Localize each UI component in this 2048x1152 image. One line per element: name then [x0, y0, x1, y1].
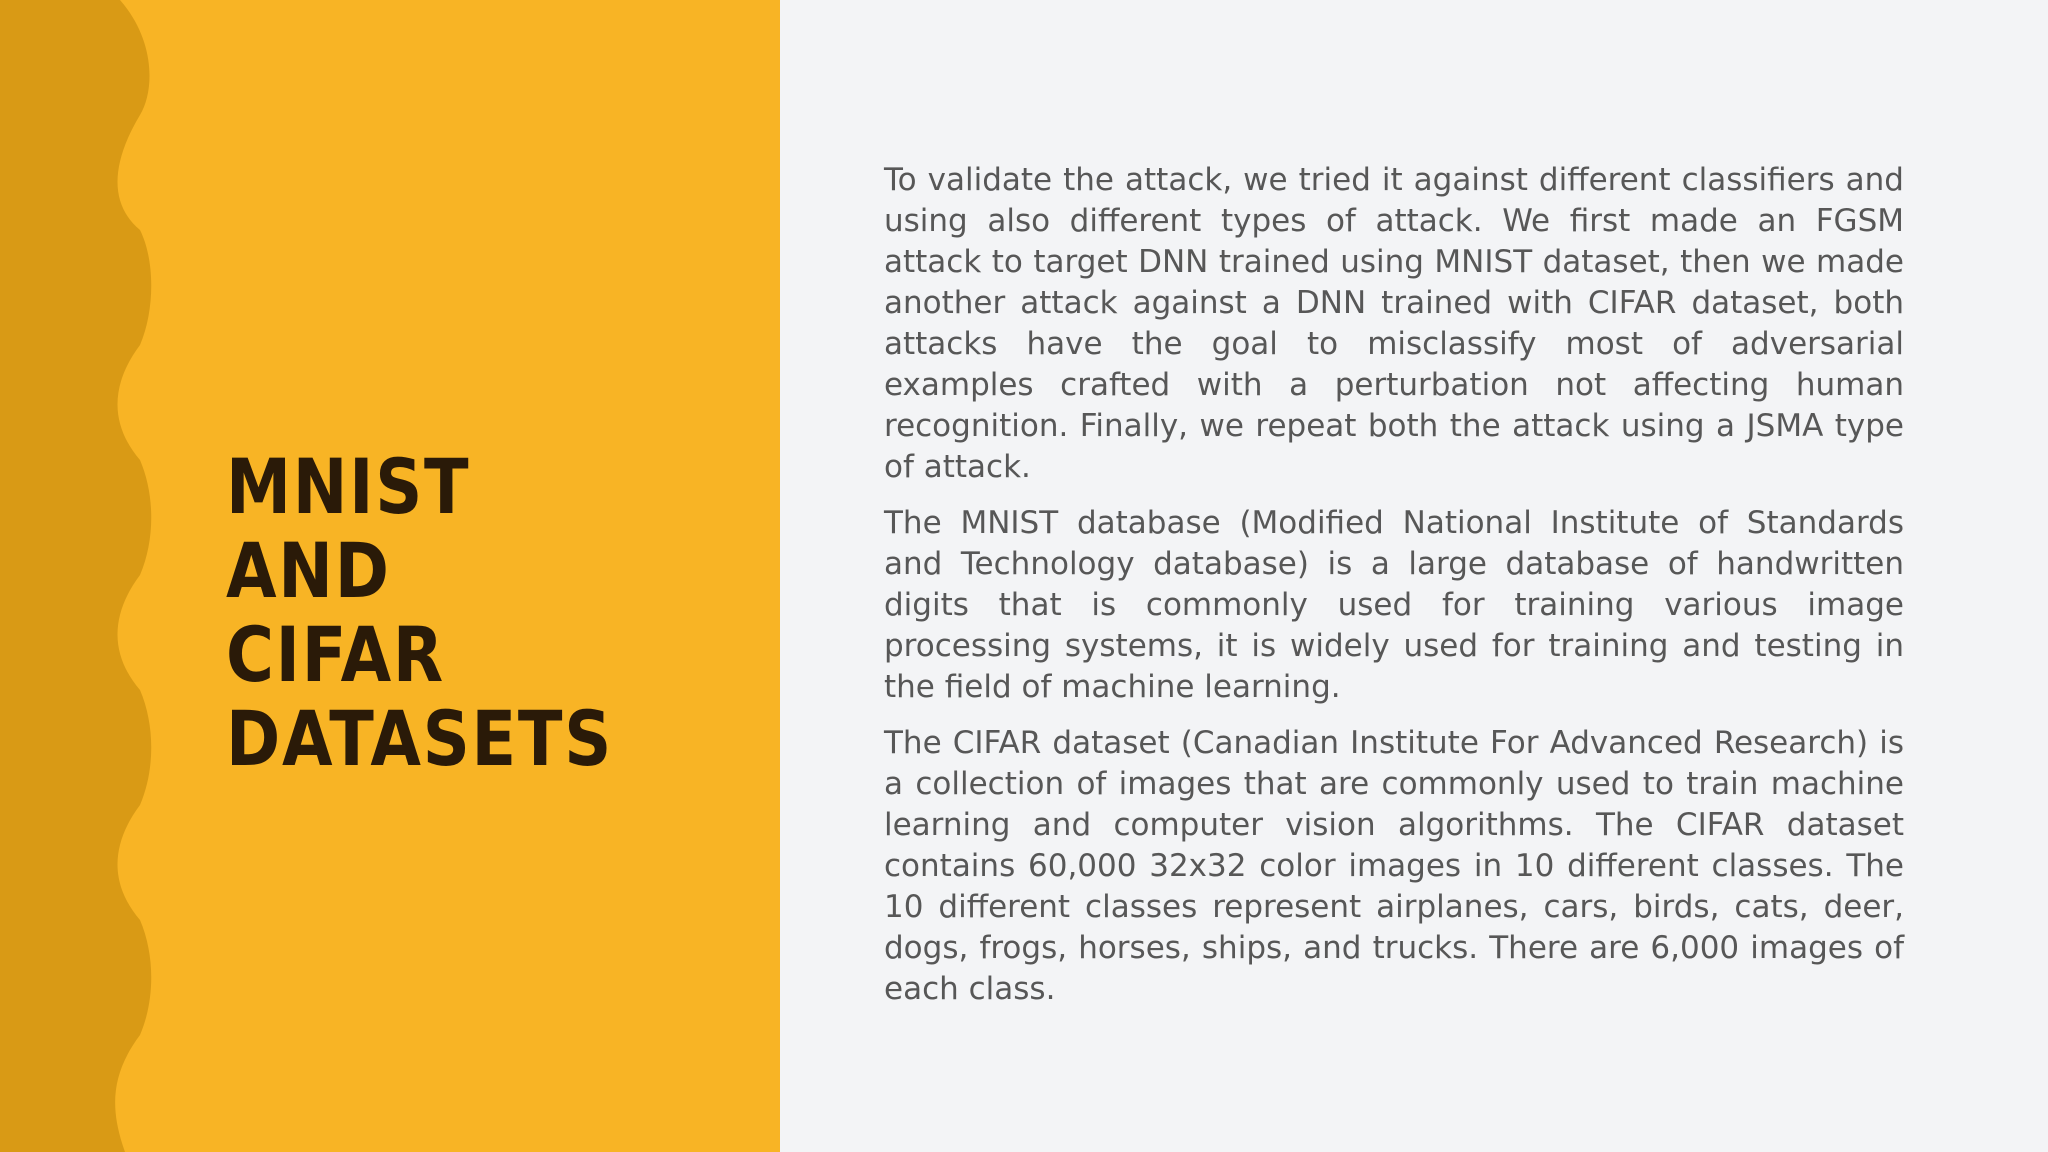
wave-decoration — [0, 0, 160, 1152]
paragraph-mnist: The MNIST database (Modified National Institute of Standards and Technology database) is a large database of handwritten digits that is commonly used for training various image processing systems, it is widely used for training and testing in the field of machine learning. — [884, 505, 1904, 705]
title-panel — [0, 0, 780, 1152]
paragraph-cifar: The CIFAR dataset (Canadian Institute For Advanced Research) is a collection of images that are commonly used to train machine learning and computer vision algorithms. The CIFAR dataset contains 60,000 32x32 color images in 10 different classes. The 10 different classes represent airplanes, cars, birds, cats, deer, dogs, frogs, horses, ships, and trucks. There are 6,000 images of each class. — [884, 725, 1904, 1007]
body-text — [884, 160, 1904, 1025]
slide-title: MNIST AND CIFAR DATASETS — [226, 442, 613, 783]
paragraph-attack-validation: To validate the attack, we tried it against different classifiers and using also different types of attack. We first made an FGSM attack to target DNN trained using MNIST dataset, then we made another attack against a DNN trained with CIFAR dataset, both attacks have the goal to misclassify most of adversarial examples crafted with a perturbation not affecting human recognition. Finally, we repeat both the attack using a JSMA type of attack. — [884, 162, 1904, 485]
